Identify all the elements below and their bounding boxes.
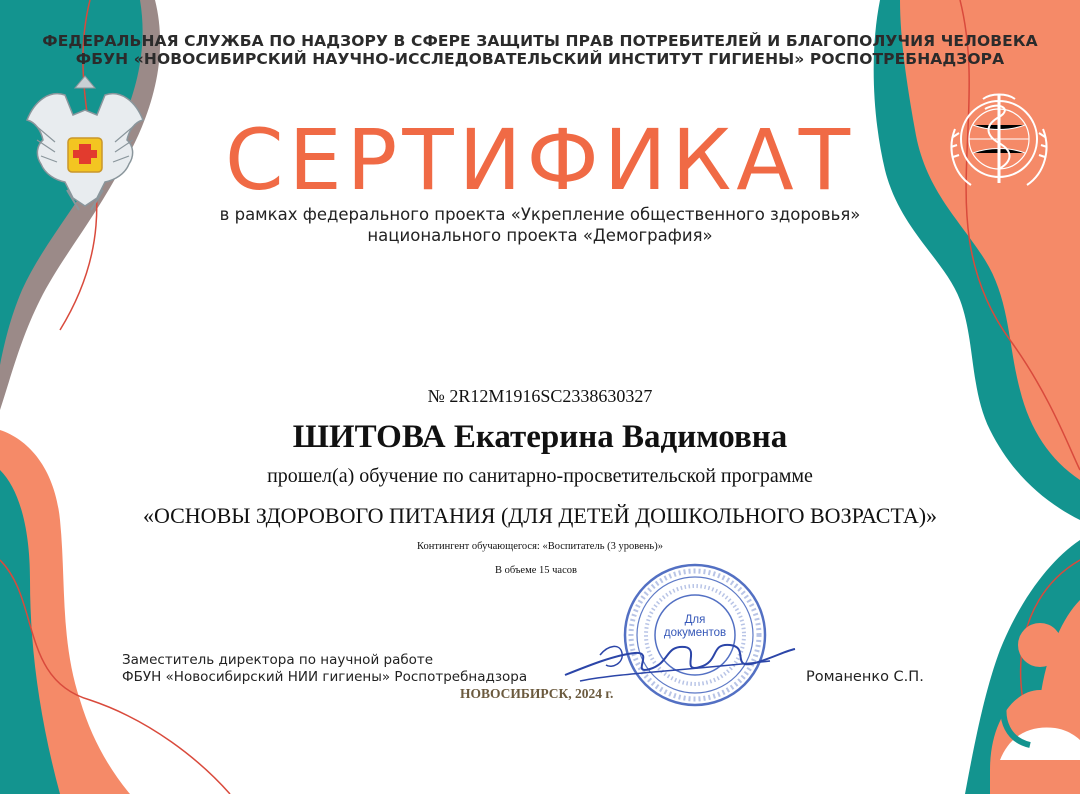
program-title: «ОСНОВЫ ЗДОРОВОГО ПИТАНИЯ (ДЛЯ ДЕТЕЙ ДОШКОЛЬНОГО ВОЗРАСТА)» <box>142 503 938 528</box>
city-year: НОВОСИБИРСК, 2024 г. <box>460 686 614 701</box>
stamp-text-line-1: Для <box>684 614 706 626</box>
subtitle-line-1: в рамках федерального проекта «Укрепление общественного здоровья» <box>219 205 861 224</box>
completion-statement: прошел(а) обучение по санитарно-просветительской программе <box>267 465 813 487</box>
subtitle-line-2: национального проекта «Демография» <box>367 226 713 245</box>
signatory-position-line-1: Заместитель директора по научной работе <box>122 652 434 668</box>
signatory-name: Романенко С.П. <box>806 669 924 685</box>
recipient-name: ШИТОВА Екатерина Вадимовна <box>292 419 788 455</box>
stamp-text-line-2: документов <box>663 627 727 639</box>
volume-hours: В объеме 15 часов <box>495 565 577 576</box>
contingent-text: Контингент обучающегося: «Воспитатель (3 уровень)» <box>417 541 663 552</box>
header-line-1: ФЕДЕРАЛЬНАЯ СЛУЖБА ПО НАДЗОРУ В СФЕРЕ ЗАЩИТЫ ПРАВ ПОТРЕБИТЕЛЕЙ И БЛАГОПОЛУЧИЯ ЧЕЛОВЕКА <box>42 32 1038 50</box>
certificate-title: СЕРТИФИКАТ <box>224 111 856 209</box>
certificate-number: № 2R12M1916SC2338630327 <box>427 386 653 406</box>
handwritten-signature <box>560 625 800 695</box>
header-line-2: ФБУН «НОВОСИБИРСКИЙ НАУЧНО-ИССЛЕДОВАТЕЛЬСКИЙ ИНСТИТУТ ГИГИЕНЫ» РОСПОТРЕБНАДЗОРА <box>75 50 1005 68</box>
signatory-position-line-2: ФБУН «Новосибирский НИИ гигиены» Роспотребнадзора <box>122 669 528 685</box>
